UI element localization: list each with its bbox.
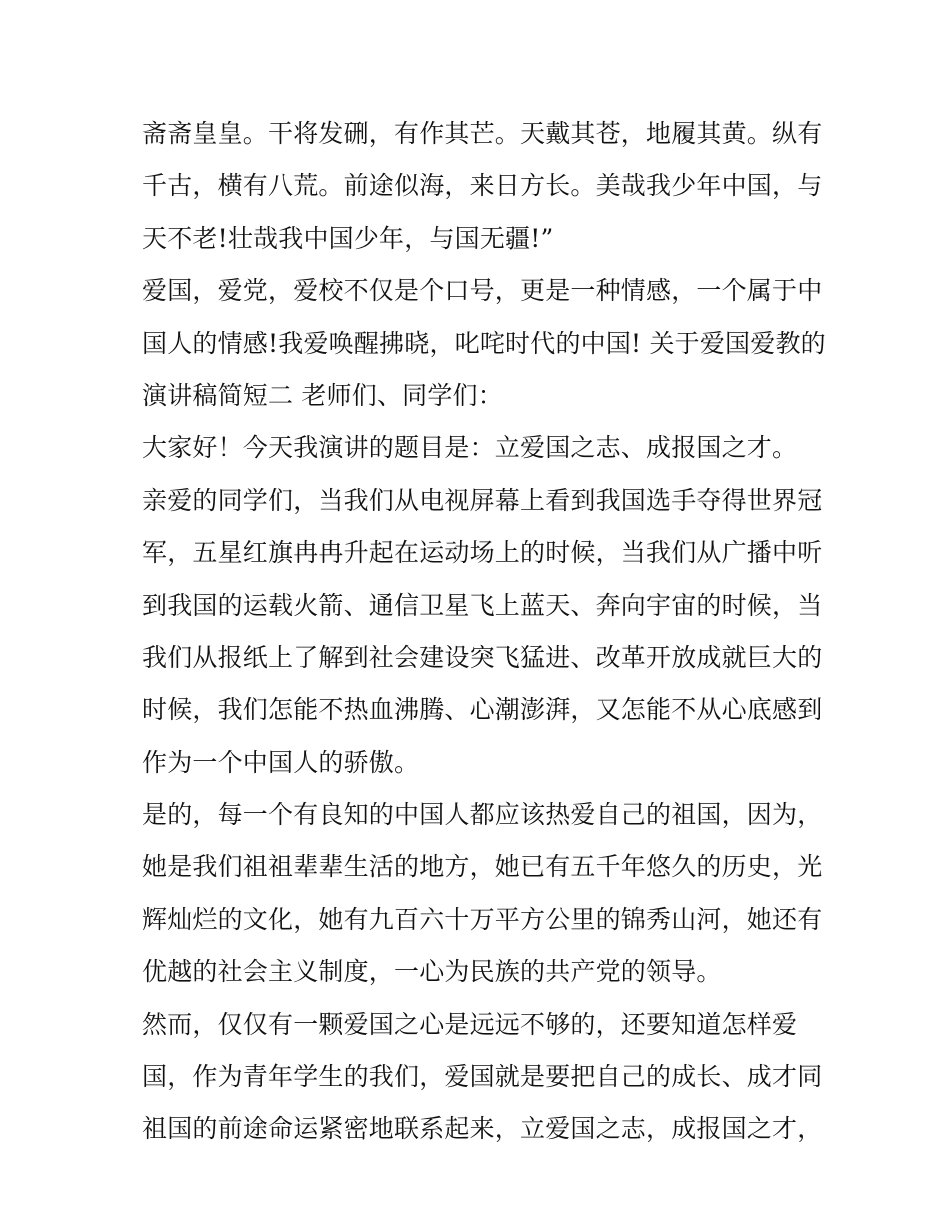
text-line: 优越的社会主义制度，一心为民族的共产党的领导。 bbox=[142, 957, 722, 987]
text-line: 军，五星红旗冉冉升起在运动场上的时候，当我们从广播中听 bbox=[142, 538, 823, 568]
text-line: 她是我们祖祖辈辈生活的地方，她已有五千年悠久的历史，光 bbox=[142, 852, 823, 882]
text-line: 祖国的前途命运紧密地联系起来，立爱国之志，成报国之才， bbox=[142, 1114, 823, 1144]
text-line: 然而，仅仅有一颗爱国之心是远远不够的，还要知道怎样爱 bbox=[142, 1009, 798, 1039]
document-body bbox=[142, 108, 826, 1156]
text-line: 时候，我们怎能不热血沸腾、心潮澎湃，又怎能不从心底感到 bbox=[142, 695, 823, 725]
text-line: 我们从报纸上了解到社会建设突飞猛进、改革开放成就巨大的 bbox=[142, 642, 823, 672]
text-line: 作为一个中国人的骄傲。 bbox=[142, 747, 420, 777]
text-line: 亲爱的同学们，当我们从电视屏幕上看到我国选手夺得世界冠 bbox=[142, 485, 823, 515]
text-line: 大家好！今天我演讲的题目是：立爱国之志、成报国之才。 bbox=[142, 433, 798, 463]
text-line: 到我国的运载火箭、通信卫星飞上蓝天、奔向宇宙的时候，当 bbox=[142, 590, 823, 620]
text-line: 千古，横有八荒。前途似海，来日方长。美哉我少年中国，与 bbox=[142, 171, 823, 201]
text-line: 辉灿烂的文化，她有九百六十万平方公里的锦秀山河，她还有 bbox=[142, 904, 823, 934]
text-line: 天不老!壮哉我中国少年，与国无疆!” bbox=[142, 223, 554, 253]
text-line: 爱国，爱党，爱校不仅是个口号，更是一种情感，一个属于中 bbox=[142, 276, 823, 306]
text-line: 国，作为青年学生的我们，爱国就是要把自己的成长、成才同 bbox=[142, 1062, 823, 1092]
text-line: 斋斋皇皇。干将发硎，有作其芒。天戴其苍，地履其黄。纵有 bbox=[142, 119, 823, 148]
text-line: 演讲稿简短二 老师们、同学们： bbox=[142, 380, 503, 410]
text-line: 国人的情感!我爱唤醒拂晓，叱咤时代的中国! 关于爱国爱教的 bbox=[142, 328, 826, 358]
text-line: 是的，每一个有良知的中国人都应该热爱自己的祖国，因为， bbox=[142, 800, 823, 830]
